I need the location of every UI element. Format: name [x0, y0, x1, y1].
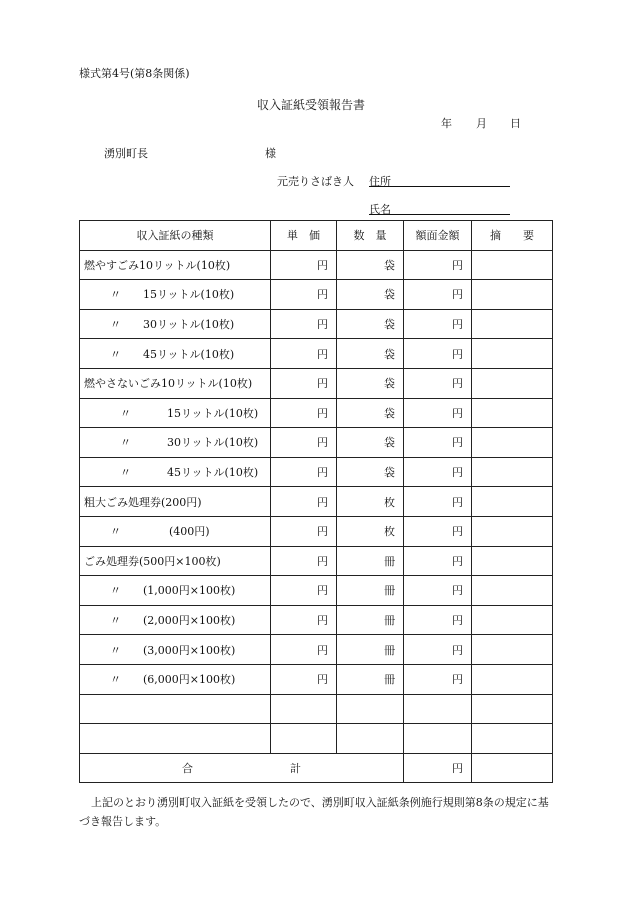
quantity-cell[interactable]: 袋: [337, 250, 404, 280]
unit-price-cell[interactable]: 円: [271, 398, 337, 428]
remarks-cell[interactable]: [472, 457, 553, 487]
ditto-mark: 〃: [110, 347, 121, 361]
amount-cell[interactable]: [404, 724, 472, 754]
unit-price-cell[interactable]: 円: [271, 605, 337, 635]
item-label: (6,000円×100枚): [143, 673, 236, 687]
table-row: [80, 664, 553, 694]
item-cell: [80, 694, 271, 724]
total-remarks[interactable]: [472, 753, 553, 783]
item-cell: [80, 398, 271, 428]
item-cell: [80, 368, 271, 398]
ditto-mark: 〃: [120, 436, 131, 450]
remarks-cell[interactable]: [472, 664, 553, 694]
unit-price-cell[interactable]: 円: [271, 576, 337, 606]
table-row: [80, 428, 553, 458]
ditto-mark: 〃: [120, 406, 131, 420]
ditto-mark: 〃: [110, 525, 121, 539]
unit-price-cell[interactable]: 円: [271, 339, 337, 369]
amount-cell[interactable]: 円: [404, 457, 472, 487]
remarks-cell[interactable]: [472, 635, 553, 665]
unit-price-cell[interactable]: 円: [271, 428, 337, 458]
amount-cell[interactable]: 円: [404, 605, 472, 635]
item-label: 30リットル(10枚): [167, 436, 259, 450]
amount-cell[interactable]: 円: [404, 576, 472, 606]
ditto-mark: 〃: [110, 288, 121, 302]
quantity-cell[interactable]: 袋: [337, 368, 404, 398]
header-quantity: 数 量: [337, 221, 404, 251]
table-row: [80, 339, 553, 369]
quantity-cell[interactable]: 冊: [337, 546, 404, 576]
item-cell: [80, 487, 271, 517]
addressee-suffix: 様: [265, 147, 276, 160]
table-header-row: [80, 221, 553, 251]
remarks-cell[interactable]: [472, 605, 553, 635]
quantity-cell[interactable]: 袋: [337, 309, 404, 339]
unit-price-cell[interactable]: 円: [271, 664, 337, 694]
quantity-cell[interactable]: 袋: [337, 280, 404, 310]
ditto-mark: 〃: [110, 584, 121, 598]
item-label: 45リットル(10枚): [167, 466, 259, 480]
ditto-mark: 〃: [120, 466, 131, 480]
item-label: 45リットル(10枚): [143, 347, 235, 361]
amount-cell[interactable]: 円: [404, 546, 472, 576]
item-label: 燃やさないごみ10リットル(10枚): [84, 377, 253, 391]
table-row: [80, 398, 553, 428]
seller-label: 元売りさばき人: [277, 175, 354, 188]
header-face-amount: 額面金額: [404, 221, 472, 251]
item-cell: [80, 457, 271, 487]
item-cell: [80, 546, 271, 576]
item-cell: [80, 339, 271, 369]
total-label-left: 合: [182, 761, 193, 775]
quantity-cell[interactable]: 袋: [337, 428, 404, 458]
item-label: 30リットル(10枚): [143, 318, 235, 332]
quantity-cell[interactable]: 冊: [337, 664, 404, 694]
item-cell: [80, 309, 271, 339]
amount-cell[interactable]: 円: [404, 516, 472, 546]
addressee-name: 湧別町長: [104, 147, 148, 160]
item-label: ごみ処理券(500円×100枚): [84, 554, 221, 568]
item-label: 15リットル(10枚): [167, 406, 259, 420]
item-label: 15リットル(10枚): [143, 288, 235, 302]
amount-cell[interactable]: 円: [404, 368, 472, 398]
total-amount[interactable]: 円: [404, 753, 472, 783]
unit-price-cell[interactable]: 円: [271, 250, 337, 280]
table-row: [80, 457, 553, 487]
date-year-label: 年: [441, 117, 452, 130]
table-row: [80, 576, 553, 606]
ditto-mark: 〃: [110, 318, 121, 332]
amount-cell[interactable]: 円: [404, 635, 472, 665]
remarks-cell[interactable]: [472, 309, 553, 339]
table-row: [80, 694, 553, 724]
page-title: 収入証紙受領報告書: [257, 98, 366, 112]
header-unit-price: 単 価: [271, 221, 337, 251]
name-field[interactable]: [369, 201, 510, 215]
amount-cell[interactable]: 円: [404, 280, 472, 310]
ditto-mark: 〃: [110, 643, 121, 657]
address-field[interactable]: [369, 173, 510, 187]
unit-price-cell[interactable]: 円: [271, 280, 337, 310]
ditto-mark: 〃: [110, 614, 121, 628]
table-row: [80, 724, 553, 754]
amount-cell[interactable]: 円: [404, 398, 472, 428]
item-label: 粗大ごみ処理券(200円): [84, 495, 202, 509]
unit-price-cell[interactable]: [271, 694, 337, 724]
date-month-label: 月: [476, 117, 487, 130]
header-remarks: 摘 要: [472, 221, 553, 251]
item-cell: [80, 664, 271, 694]
amount-cell[interactable]: [404, 694, 472, 724]
remarks-cell[interactable]: [472, 368, 553, 398]
amount-cell[interactable]: 円: [404, 487, 472, 517]
amount-cell[interactable]: 円: [404, 428, 472, 458]
total-label-right: 計: [290, 761, 301, 775]
remarks-cell[interactable]: [472, 250, 553, 280]
amount-cell[interactable]: 円: [404, 309, 472, 339]
item-cell: [80, 428, 271, 458]
total-row: [80, 753, 553, 783]
item-label: (2,000円×100枚): [143, 614, 236, 628]
unit-price-cell[interactable]: 円: [271, 457, 337, 487]
quantity-cell[interactable]: 袋: [337, 339, 404, 369]
quantity-cell[interactable]: 袋: [337, 457, 404, 487]
item-cell: [80, 635, 271, 665]
item-cell: [80, 576, 271, 606]
unit-price-cell[interactable]: 円: [271, 368, 337, 398]
quantity-cell[interactable]: 枚: [337, 487, 404, 517]
table-row: [80, 368, 553, 398]
table-row: [80, 280, 553, 310]
remarks-cell[interactable]: [472, 428, 553, 458]
quantity-cell[interactable]: 袋: [337, 398, 404, 428]
remarks-cell[interactable]: [472, 280, 553, 310]
stamp-table: [79, 220, 553, 783]
unit-price-cell[interactable]: 円: [271, 487, 337, 517]
table-row: [80, 605, 553, 635]
item-label: (3,000円×100枚): [143, 643, 236, 657]
unit-price-cell[interactable]: 円: [271, 516, 337, 546]
amount-cell[interactable]: 円: [404, 339, 472, 369]
form-number: 様式第4号(第8条関係): [79, 67, 190, 80]
remarks-cell[interactable]: [472, 516, 553, 546]
item-cell: [80, 280, 271, 310]
ditto-mark: 〃: [110, 673, 121, 687]
unit-price-cell[interactable]: 円: [271, 309, 337, 339]
table-row: [80, 516, 553, 546]
remarks-cell[interactable]: [472, 398, 553, 428]
unit-price-cell[interactable]: 円: [271, 635, 337, 665]
header-type: 収入証紙の種類: [80, 221, 271, 251]
amount-cell[interactable]: 円: [404, 250, 472, 280]
table-row: [80, 309, 553, 339]
item-cell: [80, 724, 271, 754]
item-label: (400円): [169, 525, 210, 539]
table-row: [80, 546, 553, 576]
table-row: [80, 487, 553, 517]
remarks-cell[interactable]: [472, 576, 553, 606]
item-cell: [80, 250, 271, 280]
quantity-cell[interactable]: 枚: [337, 516, 404, 546]
item-label: 燃やすごみ10リットル(10枚): [84, 258, 231, 272]
remarks-cell[interactable]: [472, 546, 553, 576]
quantity-cell[interactable]: 冊: [337, 635, 404, 665]
item-cell: [80, 605, 271, 635]
remarks-cell[interactable]: [472, 339, 553, 369]
address-label: 住所: [369, 175, 391, 188]
item-label: (1,000円×100枚): [143, 584, 236, 598]
remarks-cell[interactable]: [472, 487, 553, 517]
name-label: 氏名: [369, 203, 391, 216]
unit-price-cell[interactable]: 円: [271, 546, 337, 576]
total-label: [80, 753, 404, 783]
footer-text: 上記のとおり湧別町収入証紙を受領したので、湧別町収入証紙条例施行規則第8条の規定に基づき報告します。: [79, 796, 549, 828]
remarks-cell[interactable]: [472, 694, 553, 724]
table-row: [80, 250, 553, 280]
table-row: [80, 635, 553, 665]
quantity-cell[interactable]: 冊: [337, 576, 404, 606]
amount-cell[interactable]: 円: [404, 664, 472, 694]
quantity-cell[interactable]: 冊: [337, 605, 404, 635]
quantity-cell[interactable]: [337, 724, 404, 754]
remarks-cell[interactable]: [472, 724, 553, 754]
quantity-cell[interactable]: [337, 694, 404, 724]
unit-price-cell[interactable]: [271, 724, 337, 754]
item-cell: [80, 516, 271, 546]
date-day-label: 日: [510, 117, 521, 130]
